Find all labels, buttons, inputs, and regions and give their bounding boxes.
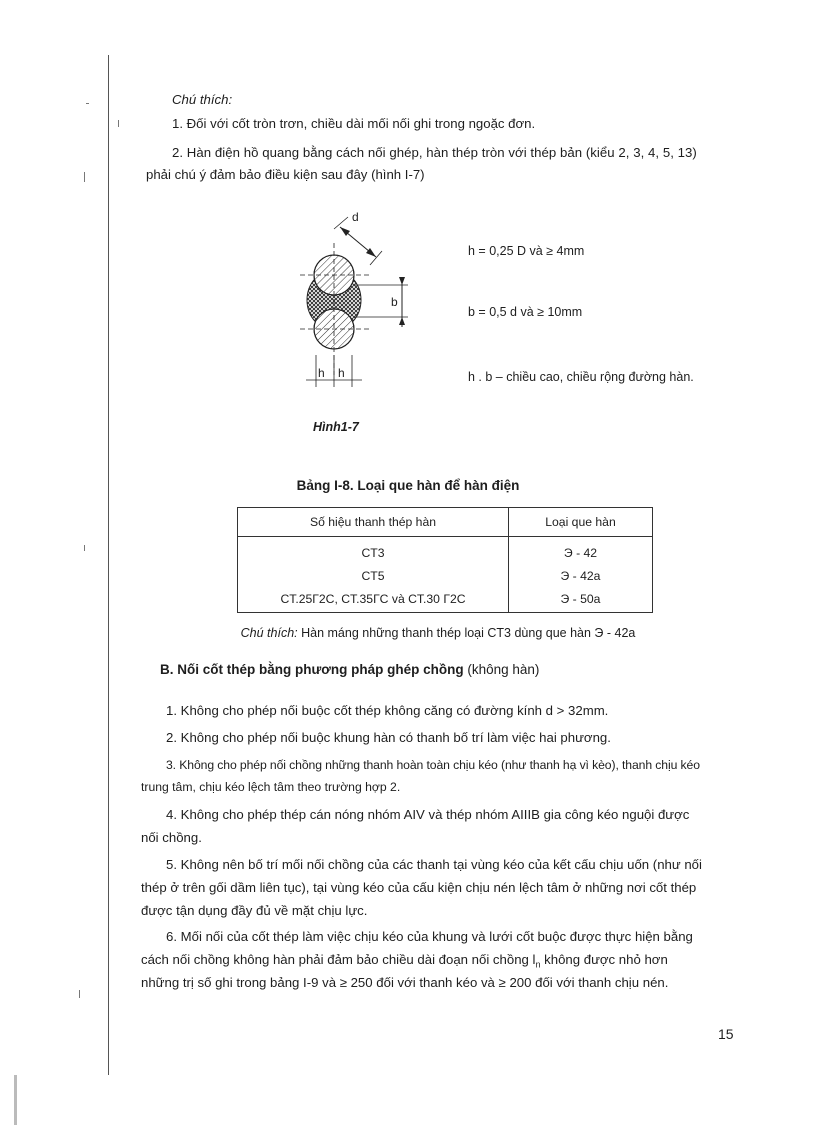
formula-b: b = 0,5 d và ≥ 10mm <box>468 305 583 319</box>
table-title: Bảng I-8. Loại que hàn để hàn điện <box>296 478 520 493</box>
formula-h: h = 0,25 D và ≥ 4mm <box>468 244 585 258</box>
table-header-row <box>238 508 653 537</box>
section-b-heading <box>160 662 539 677</box>
section-b-item-3-line-2: trung tâm, chịu kéo lệch tâm theo trường hợp 2. <box>141 780 401 794</box>
scan-speck <box>118 120 119 127</box>
section-b-item-3-line-1: 3. Không cho phép nối chồng những thanh hoàn toàn chịu kéo (như thanh hạ vì kèo), thanh chịu kéo <box>166 758 700 772</box>
subscript-n: n <box>535 959 541 970</box>
label-d: d <box>352 210 359 224</box>
table-cell-electrode: Э - 42 <box>509 537 653 565</box>
notes-title: Chú thích: <box>172 92 233 107</box>
scan-speck <box>86 103 89 104</box>
table-note-label: Chú thích: <box>240 626 298 640</box>
table-cell-electrode: Э - 50a <box>509 587 653 613</box>
section-b-item-5-line-2: thép ở trên gối dầm liên tục), tại vùng kéo của cấu kiện chịu nén lệch tâm ở những nơi cốt thép <box>141 880 697 895</box>
table-cell-electrode: Э - 42a <box>509 564 653 587</box>
scan-speck <box>79 990 80 998</box>
weld-figure <box>290 205 430 395</box>
note-item-2-line-1: 2. Hàn điện hồ quang bằng cách nối ghép, hàn thép tròn với thép bản (kiểu 2, 3, 4, 5, 13) <box>172 145 697 160</box>
scan-speck <box>84 545 85 551</box>
scan-edge-mark <box>14 1075 17 1125</box>
note-item-1: 1. Đối với cốt tròn trơn, chiều dài mối nối ghi trong ngoặc đơn. <box>172 116 536 131</box>
table-row <box>238 537 653 565</box>
section-b-item-6-line-2-end: không được nhỏ hơn <box>540 952 668 967</box>
electrode-table <box>237 507 653 613</box>
section-b-title: B. Nối cốt thép bằng phương pháp ghép chồng <box>160 662 464 677</box>
table-header-electrode: Loại que hàn <box>509 508 653 537</box>
table-header-steel: Số hiệu thanh thép hàn <box>238 508 509 537</box>
scan-margin-line <box>108 55 109 1075</box>
label-h-left: h <box>318 366 325 380</box>
section-b-item-4-line-2: nối chồng. <box>141 830 202 845</box>
note-item-2-line-2: phải chú ý đảm bảo điều kiện sau đây (hình I-7) <box>146 167 425 182</box>
table-row <box>238 587 653 613</box>
section-b-item-4-line-1: 4. Không cho phép thép cán nóng nhóm AIV và thép nhóm AIIIB gia công kéo nguội được <box>166 807 690 822</box>
scan-speck <box>84 172 85 182</box>
table-note <box>0 626 816 640</box>
section-b-item-6-line-1: 6. Mối nối của cốt thép làm việc chịu kéo của khung và lưới cốt buộc được thực hiện bằng <box>166 929 693 944</box>
table-row <box>238 564 653 587</box>
section-b-item-5-line-1: 5. Không nên bố trí mối nối chồng của các thanh tại vùng kéo của kết cấu chịu uốn (như nối <box>166 857 702 872</box>
page-number: 15 <box>718 1026 734 1042</box>
label-h-right: h <box>338 366 345 380</box>
table-note-text: Hàn máng những thanh thép loại CT3 dùng que hàn Э - 42a <box>297 626 636 640</box>
section-b-suffix: (không hàn) <box>463 662 540 677</box>
table-cell-steel: CT5 <box>238 564 509 587</box>
section-b-item-5-line-3: được tận dụng đầy đủ về mặt chịu lực. <box>141 903 368 918</box>
figure-legend: h . b – chiều cao, chiều rộng đường hàn. <box>468 370 694 384</box>
table-cell-steel: CT.25Г2C, CT.35ГC và CT.30 Г2C <box>238 587 509 613</box>
label-b: b <box>391 295 398 309</box>
section-b-item-2: 2. Không cho phép nối buộc khung hàn có thanh bố trí làm việc hai phương. <box>166 730 611 745</box>
section-b-item-6-line-2-start: cách nối chồng không hàn phải đảm bảo chiều dài đoạn nối chồng l <box>141 952 536 967</box>
section-b-item-6-line-3: những trị số ghi trong bảng I-9 và ≥ 250 đối với thanh kéo và ≥ 200 đối với thanh chịu nén. <box>141 975 669 990</box>
figure-caption: Hình1-7 <box>313 420 359 434</box>
table-cell-steel: CT3 <box>238 537 509 565</box>
section-b-item-1: 1. Không cho phép nối buộc cốt thép không căng có đường kính d > 32mm. <box>166 703 609 718</box>
